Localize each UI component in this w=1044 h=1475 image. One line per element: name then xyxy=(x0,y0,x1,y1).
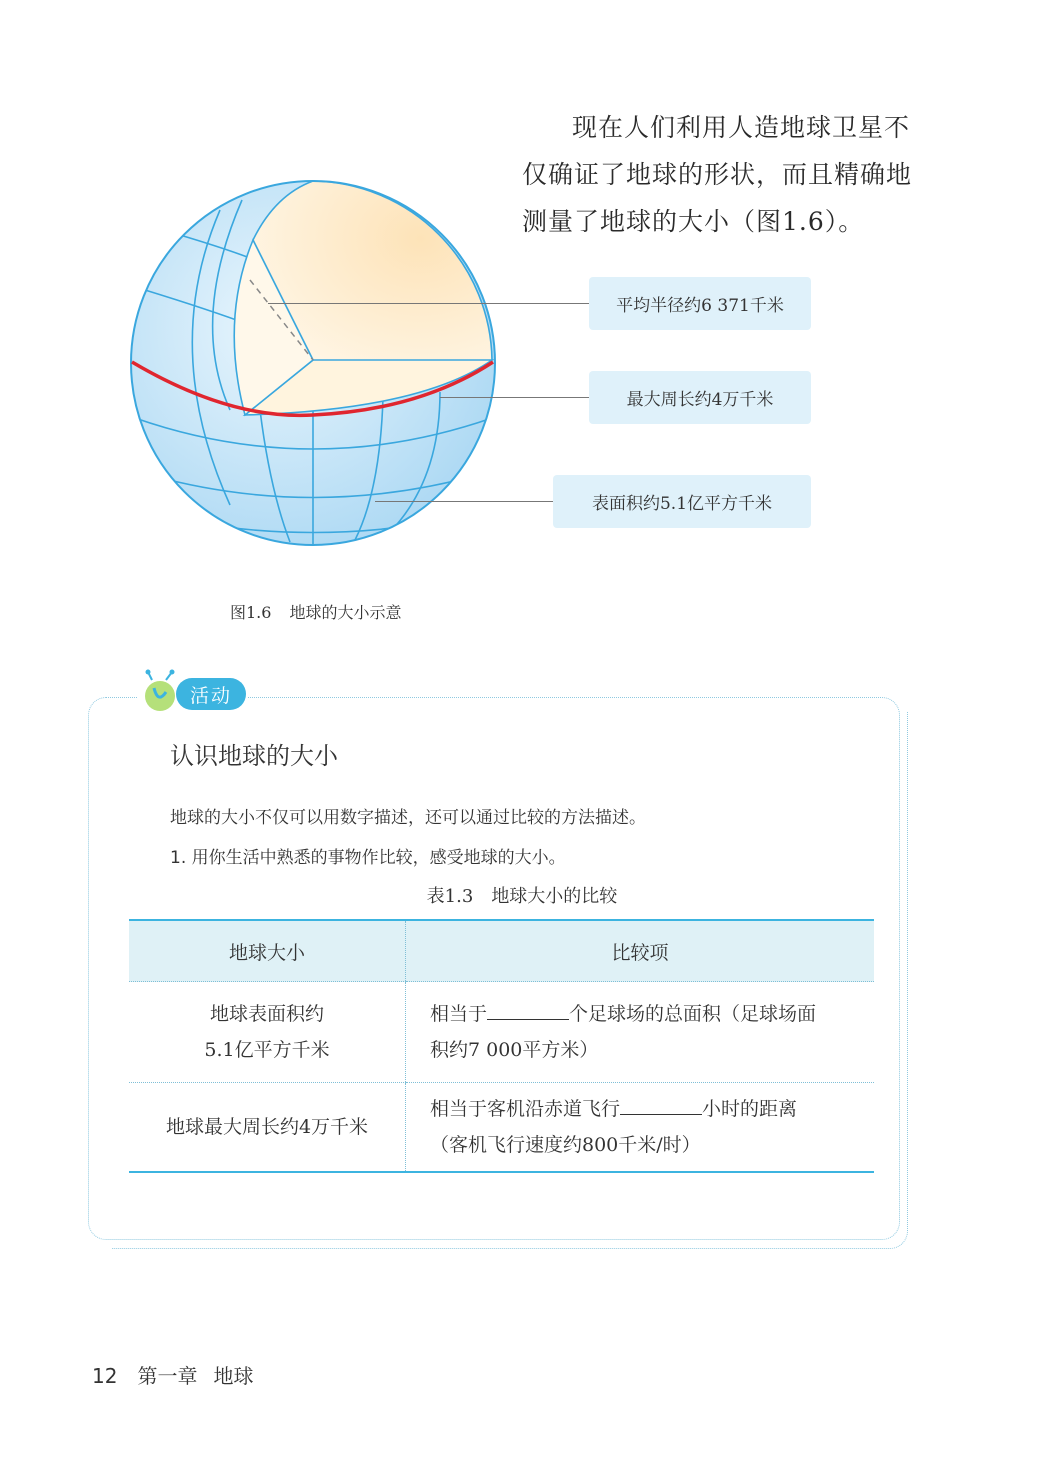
page-footer xyxy=(92,1360,253,1389)
table-caption xyxy=(0,882,1044,908)
table-number: 表1.3 xyxy=(426,886,474,907)
activity-label: 活动 xyxy=(176,678,246,710)
callout-line xyxy=(268,303,590,304)
comparison-table xyxy=(129,919,874,1173)
figure-caption xyxy=(230,600,401,623)
table-header-size: 地球大小 xyxy=(129,920,406,982)
table-row xyxy=(129,982,874,1083)
callout-circumference: 最大周长约4万千米 xyxy=(589,371,811,424)
table-title: 地球大小的比较 xyxy=(491,886,618,907)
table-row xyxy=(129,1083,874,1173)
callout-surface-area: 表面积约5.1亿平方千米 xyxy=(553,475,811,528)
callout-radius: 平均半径约6 371千米 xyxy=(589,277,811,330)
page-number: 12 xyxy=(92,1364,118,1388)
callout-line xyxy=(440,397,590,398)
activity-intro: 地球的大小不仅可以用数字描述，还可以通过比较的方法描述。 xyxy=(170,808,646,828)
table-cell: 相当于客机沿赤道飞行 小时的距离 （客机飞行速度约800千米/时） xyxy=(406,1083,875,1173)
table-header-comparison: 比较项 xyxy=(406,920,875,982)
callout-line xyxy=(375,501,555,502)
answer-blank[interactable] xyxy=(487,999,569,1020)
table-cell: 地球表面积约 5.1亿平方千米 xyxy=(129,982,406,1083)
chapter-title: 地球 xyxy=(213,1364,254,1388)
intro-paragraph: 现在人们利用人造地球卫星不仅确证了地球的形状，而且精确地测量了地球的大小（图1.6）。 xyxy=(522,113,913,236)
table-cell: 地球最大周长约4万千米 xyxy=(129,1083,406,1173)
answer-blank[interactable] xyxy=(620,1094,702,1115)
figure-title: 地球的大小示意 xyxy=(289,603,402,622)
activity-badge xyxy=(138,668,248,716)
table-cell: 相当于 个足球场的总面积（足球场面 积约7 000平方米） xyxy=(406,982,875,1083)
activity-title: 认识地球的大小 xyxy=(170,742,338,770)
activity-task-1: 1. 用你生活中熟悉的事物作比较，感受地球的大小。 xyxy=(170,848,566,868)
chapter-label: 第一章 xyxy=(137,1364,198,1388)
figure-number: 图1.6 xyxy=(230,603,272,622)
